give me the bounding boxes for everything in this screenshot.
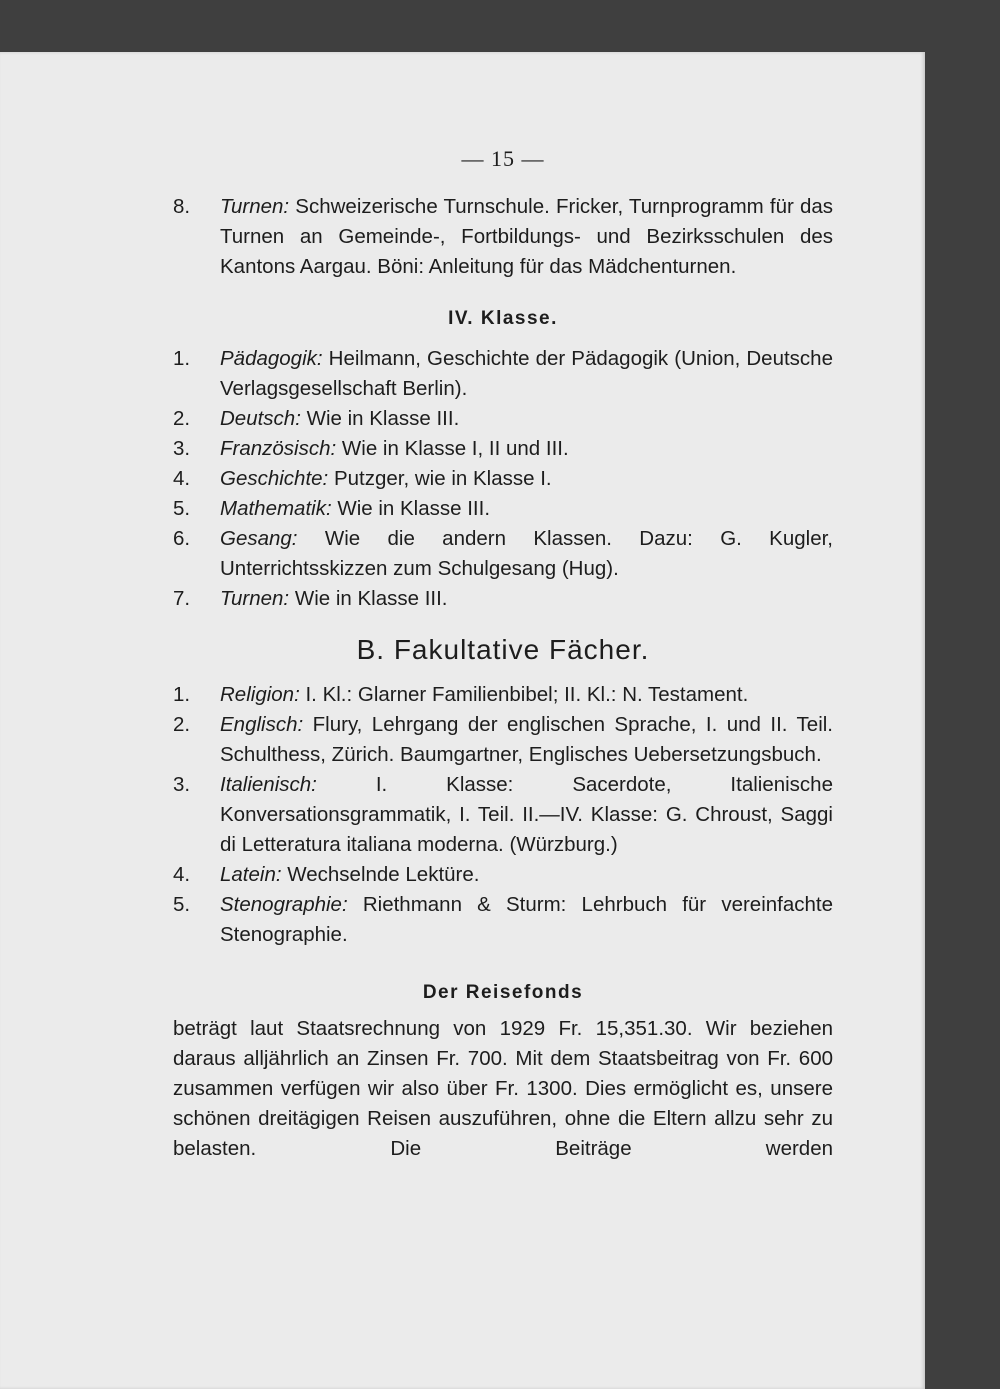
reisefonds-paragraph: beträgt laut Staatsrechnung von 1929 Fr. 15,351.30. Wir beziehen daraus alljährlich an Zinsen Fr. 700. Mit dem Staatsbeitrag von Fr. 600 zusammen verfügen wir also über Fr. 1300. Dies ermöglicht es, unsere schönen dreitägigen Reisen auszuführen, ohne die Eltern allzu sehr zu belasten. Die Beiträge werden xyxy=(173,1017,833,1160)
item-subject: Religion: xyxy=(220,683,300,706)
item-number: 4. xyxy=(173,467,191,490)
item-number: 5. xyxy=(173,497,191,520)
item-subject: Turnen: xyxy=(220,195,290,218)
list-item xyxy=(173,434,833,464)
list-item xyxy=(173,860,833,890)
list-item xyxy=(173,404,833,434)
item-text: Wie in Klasse III. xyxy=(337,497,491,520)
list-item xyxy=(173,710,833,770)
item-number: 7. xyxy=(173,587,191,610)
item-number: 4. xyxy=(173,863,191,886)
item-number: 1. xyxy=(173,347,191,370)
document-page xyxy=(0,52,925,1389)
item-number: 1. xyxy=(173,683,191,706)
item-text: I. Kl.: Glarner Familienbibel; II. Kl.: N. Testament. xyxy=(305,683,749,706)
item-subject: Mathematik: xyxy=(220,497,332,520)
section-heading-fakultative-faecher: B. Fakultative Fächer. xyxy=(356,634,650,665)
item-number: 3. xyxy=(173,437,191,460)
item-text: Putzger, wie in Klasse I. xyxy=(333,467,552,490)
item-subject: Italienisch: xyxy=(220,773,317,796)
item-text: Wie in Klasse III. xyxy=(306,407,460,430)
list-item xyxy=(173,464,833,494)
section-heading-klasse-4: IV. Klasse. xyxy=(448,308,558,329)
list-item xyxy=(173,192,833,282)
list-item xyxy=(173,584,833,614)
list-item xyxy=(173,890,833,950)
item-subject: Gesang: xyxy=(220,527,298,550)
item-subject: Turnen: xyxy=(220,587,290,610)
item-number: 8. xyxy=(173,195,191,218)
item-text: Riethmann & Sturm: Lehrbuch für vereinfachte Stenographie. xyxy=(220,893,833,946)
item-subject: Pädagogik: xyxy=(220,347,323,370)
page-content xyxy=(173,144,833,1164)
item-subject: Latein: xyxy=(220,863,282,886)
item-number: 2. xyxy=(173,713,191,736)
item-number: 3. xyxy=(173,773,191,796)
item-text: Wechselnde Lektüre. xyxy=(287,863,480,886)
list-item xyxy=(173,494,833,524)
list-item xyxy=(173,770,833,860)
item-subject: Stenographie: xyxy=(220,893,348,916)
item-subject: Englisch: xyxy=(220,713,304,736)
item-number: 6. xyxy=(173,527,191,550)
list-item xyxy=(173,680,833,710)
item-text: Flury, Lehrgang der englischen Sprache, I. und II. Teil. Schulthess, Zürich. Baumgartner, Englisches Uebersetzungsbuch. xyxy=(220,713,834,766)
item-text: Wie in Klasse I, II und III. xyxy=(341,437,569,460)
item-text: I. Klasse: Sacerdote, Italienische Konversationsgrammatik, I. Teil. II.—IV. Klasse: G. Chroust, Saggi di Letteratura italiana moderna. (Würzburg.) xyxy=(220,773,833,856)
item-text: Wie in Klasse III. xyxy=(294,587,448,610)
item-text: Heilmann, Geschichte der Pädagogik (Union, Deutsche Verlagsgesellschaft Berlin). xyxy=(220,347,833,400)
item-subject: Deutsch: xyxy=(220,407,301,430)
item-subject: Geschichte: xyxy=(220,467,329,490)
section-heading-reisefonds: Der Reisefonds xyxy=(422,982,584,1003)
list-item xyxy=(173,344,833,404)
item-text: Wie die andern Klassen. Dazu: G. Kugler, Unterrichtsskizzen zum Schulgesang (Hug). xyxy=(220,527,833,580)
item-number: 2. xyxy=(173,407,191,430)
item-number: 5. xyxy=(173,893,191,916)
item-subject: Französisch: xyxy=(220,437,337,460)
page-number: — 15 — xyxy=(461,146,545,171)
item-text: Schweizerische Turnschule. Fricker, Turnprogramm für das Turnen an Gemeinde-, Fortbildungs- und Bezirksschulen des Kantons Aargau. Böni: Anleitung für das Mädchenturnen. xyxy=(220,195,833,278)
list-item xyxy=(173,524,833,584)
